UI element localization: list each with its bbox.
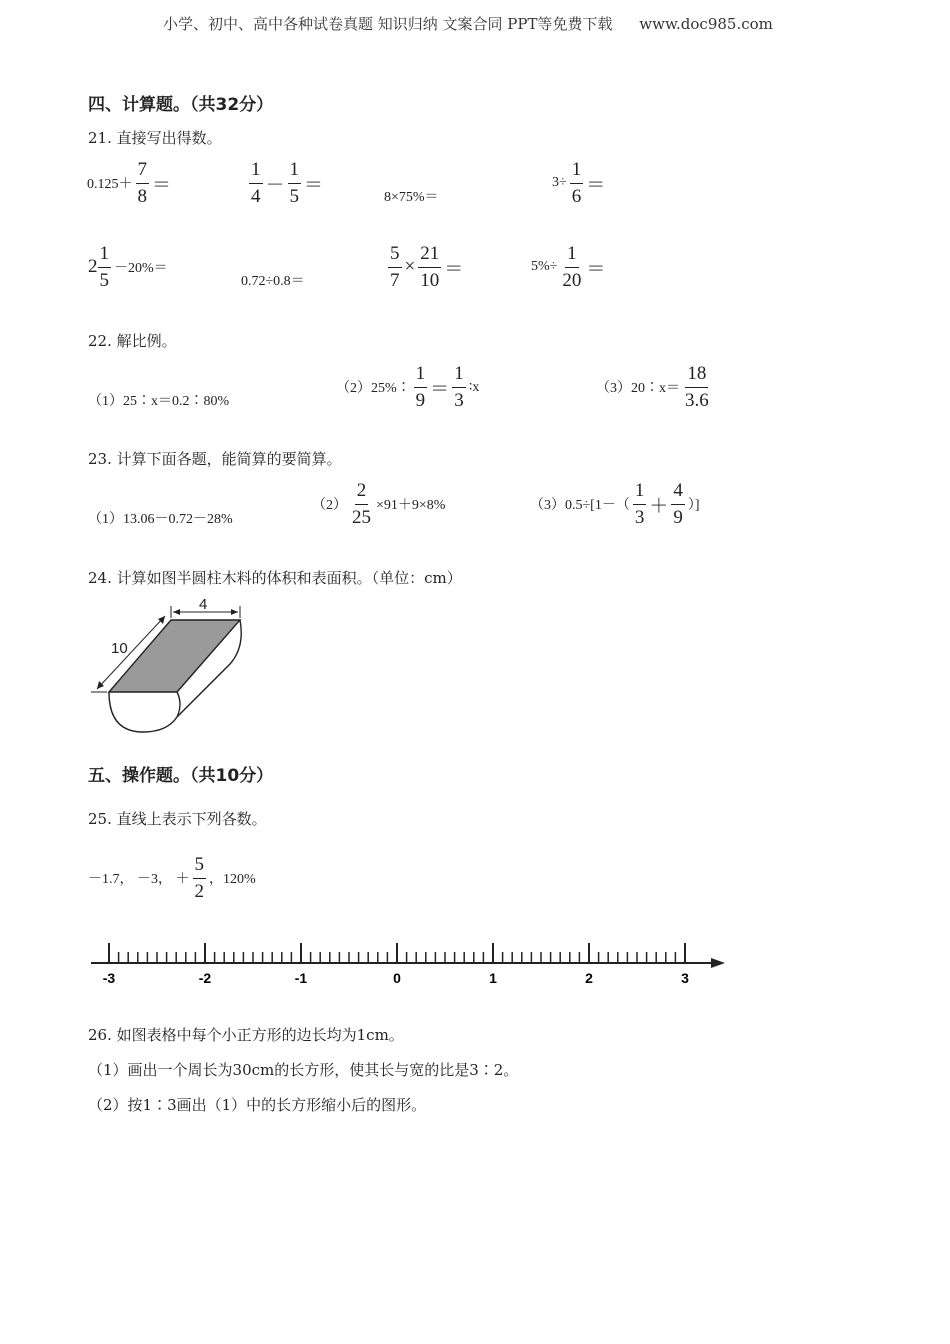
length-label: 10: [111, 640, 128, 657]
expr-text: （2）: [312, 498, 347, 514]
expr-text: ＝: [444, 258, 464, 280]
fraction: $\frac{1}{20}$: [562, 243, 582, 291]
expr-text: ＝: [152, 174, 172, 196]
header-text: 小学、初中、高中各种试卷真题 知识归纳 文案合同 PPT等免费下载: [163, 15, 613, 33]
number-line-ticks: [109, 943, 685, 963]
q22-problem-1: （1）25∶x＝0.2∶80%: [88, 394, 230, 409]
q21-expr-2: [246, 160, 323, 207]
q22-title: 22. 解比例。: [88, 332, 177, 350]
arrow-head: [231, 609, 238, 615]
axis-label: 2: [585, 970, 593, 986]
axis-label: -3: [102, 970, 116, 986]
q25-title: 25. 直线上表示下列各数。: [88, 810, 267, 828]
fraction: $\frac{7}{8}$: [137, 159, 147, 207]
q22-problem-3: [596, 364, 714, 411]
q21-expr-6: 0.72÷0.8＝: [241, 274, 305, 289]
header-url: www.doc985.com: [639, 15, 773, 33]
q21-expr-3: 8×75%＝: [384, 190, 439, 205]
expr-text: ×: [404, 256, 416, 278]
expr-text: ，120%: [209, 872, 256, 888]
expr-text: （2）25%∶: [336, 381, 411, 397]
fraction: $\frac{1}{9}$: [415, 363, 426, 411]
fraction: $\frac{1}{6}$: [571, 159, 582, 207]
q21-expr-4: [552, 160, 605, 207]
expr-text: 0.125＋: [87, 177, 133, 193]
q21-expr-7: [385, 244, 463, 291]
fraction: $\frac{1}{5}$: [289, 159, 300, 207]
axis-label: 3: [681, 970, 689, 986]
expr-text: －: [265, 174, 285, 196]
expr-text: （3）0.5÷[1－（: [530, 498, 630, 514]
fraction: $\frac{1}{4}$: [251, 159, 261, 207]
number-line-arrow: [711, 958, 725, 968]
fraction: $\frac{5}{2}$: [194, 854, 204, 902]
q24-title: 24. 计算如图半圆柱木料的体积和表面积。（单位：cm）: [88, 569, 462, 587]
q21-expr-5: [88, 244, 168, 291]
width-label: 4: [199, 596, 208, 613]
expr-text: ＝: [430, 378, 450, 400]
axis-label: 0: [393, 970, 401, 986]
expr-text: ∶x: [468, 379, 480, 395]
expr-text: ）]: [687, 498, 700, 514]
fraction: $\frac{1}{3}$: [634, 480, 645, 528]
q26-title: 26. 如图表格中每个小正方形的边长均为1cm。: [88, 1026, 404, 1044]
fraction: $\frac{1}{5}$: [99, 243, 109, 291]
axis-label: -1: [294, 970, 308, 986]
fraction: $\frac{2}{25}$: [352, 480, 371, 528]
q26-part-2: （2）按1∶3画出（1）中的长方形缩小后的图形。: [88, 1096, 427, 1114]
q25-number-list: [88, 855, 256, 902]
expr-text: （3）20∶x＝: [596, 381, 680, 397]
fraction: $\frac{18}{3.6}$: [685, 363, 709, 411]
fraction: $\frac{21}{10}$: [420, 243, 440, 291]
fraction: $\frac{1}{3}$: [454, 363, 464, 411]
section-4-title: 四、计算题。（共32分）: [88, 95, 274, 115]
expr-text: ＝: [586, 258, 606, 280]
q23-title: 23. 计算下面各题，能简算的要简算。: [88, 450, 342, 468]
arrow-head: [173, 609, 180, 615]
expr-text: －1.7， －3， ＋: [88, 872, 190, 888]
axis-label: 1: [489, 970, 497, 986]
axis-label: -2: [198, 970, 212, 986]
expr-text: 5%÷: [531, 259, 558, 275]
q23-problem-1: （1）13.06－0.72－28%: [88, 512, 233, 527]
section-5-title: 五、操作题。（共10分）: [88, 766, 274, 786]
mixed-whole: 2: [88, 256, 98, 278]
q22-problem-2: [336, 364, 479, 411]
q23-problem-3: [530, 481, 700, 528]
number-line: [85, 935, 735, 995]
expr-text: ＝: [304, 174, 324, 196]
expr-text: ×91＋9×8%: [376, 498, 446, 514]
half-cylinder-figure: [85, 592, 255, 737]
fraction: $\frac{5}{7}$: [390, 243, 400, 291]
expr-text: ＝: [586, 174, 606, 196]
q21-expr-1: [87, 160, 171, 207]
q23-problem-2: [312, 481, 445, 528]
page-header: [163, 13, 773, 34]
expr-text: 3÷: [552, 175, 567, 191]
q21-title: 21. 直接写出得数。: [88, 129, 222, 147]
q26-part-1: （1）画出一个周长为30cm的长方形，使其长与宽的比是3∶2。: [88, 1061, 519, 1079]
fraction: $\frac{4}{9}$: [673, 480, 683, 528]
expr-text: ＋: [649, 495, 669, 517]
number-line-labels: [103, 970, 689, 986]
expr-text: －20%＝: [114, 261, 168, 277]
q21-expr-8: [531, 244, 605, 291]
